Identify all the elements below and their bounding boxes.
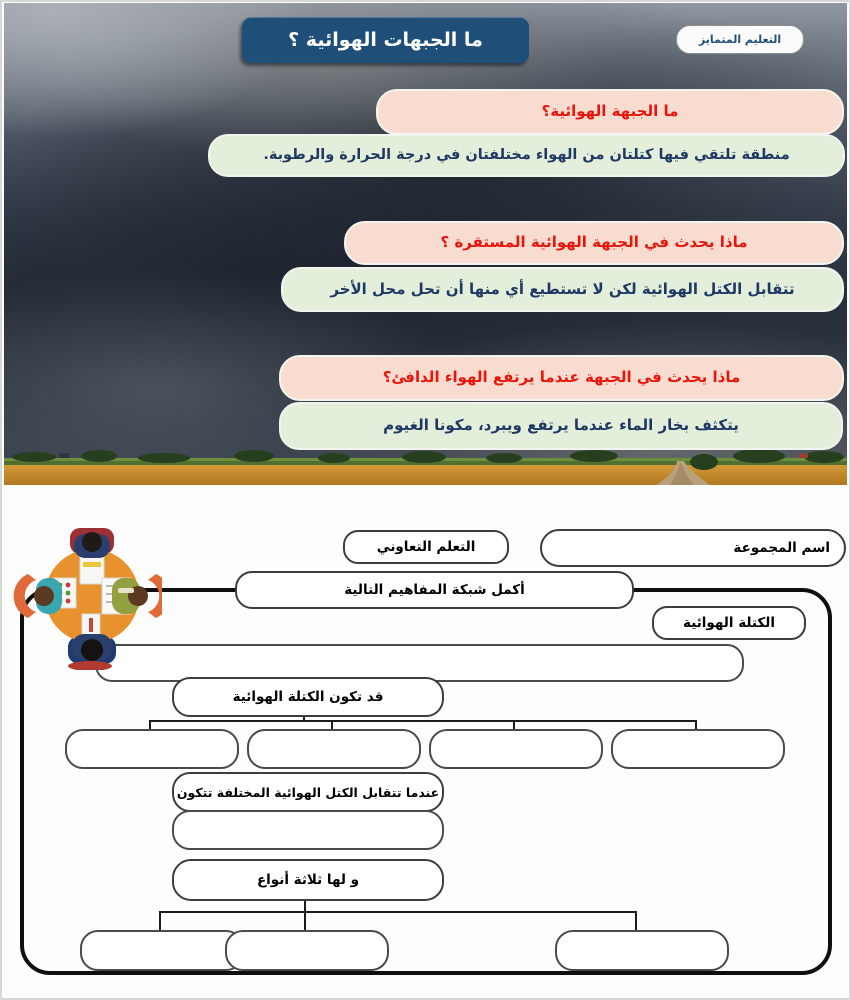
connector-line: [159, 911, 161, 931]
node-three-types: و لها ثلاثة أنواع: [172, 859, 444, 901]
differentiated-learning-badge: التعليم المتمايز: [676, 25, 804, 54]
blank-oval-row2-3[interactable]: [555, 930, 729, 971]
slide-title-text: ما الجبهات الهوائية ؟: [288, 29, 483, 51]
question-box-2: ماذا يحدث في الجبهة الهوائية المستقرة ؟: [344, 221, 844, 265]
answer-box-3: يتكثف بخار الماء عندما يرتفع ويبرد، مكونا الغيوم: [279, 402, 843, 450]
question-box-1: ما الجبهة الهوائية؟: [376, 89, 844, 135]
node-when-masses-meet: عندما تتقابل الكتل الهوائية المختلفة تتكون: [172, 772, 444, 812]
node-air-mass-may-be: قد تكون الكتلة الهوائية: [172, 677, 444, 717]
cooperative-learning-label: التعلم التعاوني: [343, 530, 509, 564]
connector-line: [149, 720, 697, 722]
blank-oval-row1-3[interactable]: [429, 729, 603, 769]
storm-clouds-photo: [4, 3, 847, 485]
blank-result-oval[interactable]: [172, 810, 444, 850]
blank-oval-row2-1[interactable]: [80, 930, 244, 971]
connector-line: [159, 911, 637, 913]
blank-oval-row1-1[interactable]: [65, 729, 239, 769]
answer-box-1: منطقة تلتقي فيها كتلتان من الهواء مختلفتان في درجة الحرارة والرطوبة.: [208, 134, 845, 177]
group-name-label: اسم المجموعة: [733, 540, 830, 556]
blank-oval-row1-2[interactable]: [247, 729, 421, 769]
connector-line: [304, 896, 306, 931]
instruction-label: أكمل شبكة المفاهيم التالية: [235, 571, 634, 609]
node-air-mass: الكتلة الهوائية: [652, 606, 806, 640]
connector-line: [635, 911, 637, 931]
group-name-field[interactable]: [540, 529, 846, 567]
blank-oval-row1-4[interactable]: [611, 729, 785, 769]
slide-title: [242, 17, 529, 63]
question-box-3: ماذا يحدث في الجبهة عندما يرتفع الهواء الدافئ؟: [279, 355, 844, 401]
blank-oval-row2-2[interactable]: [225, 930, 389, 971]
cooperative-learning-icon: [10, 522, 162, 670]
answer-box-2: تتقابل الكتل الهوائية لكن لا تستطيع أي منها أن تحل محل الأخر: [281, 267, 844, 312]
field-horizon-graphic: [4, 447, 847, 485]
